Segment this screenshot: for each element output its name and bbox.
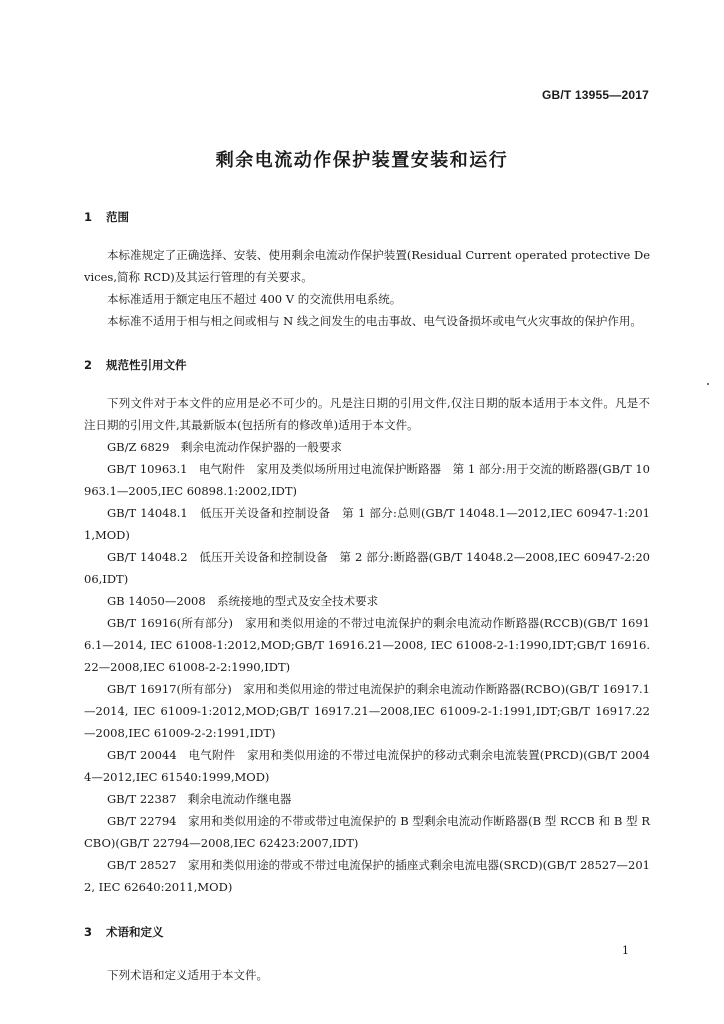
scope-paragraph: 本标准适用于额定电压不超过 400 V 的交流供用电系统。 bbox=[107, 292, 402, 306]
reference-item: GB/T 22794 家用和类似用途的不带或带过电流保护的 B 型剩余电流动作断路器(B 型 RCCB 和 B 型 RCBO)(GB/T 22794—2008,IEC 62423:2007,IDT) bbox=[84, 814, 650, 850]
reference-item: GB/T 14048.1 低压开关设备和控制设备 第 1 部分:总则(GB/T 14048.1—2012,IEC 60947-1:2011,MOD) bbox=[84, 506, 650, 542]
reference-item: GB/Z 6829 剩余电流动作保护器的一般要求 bbox=[107, 440, 342, 454]
reference-item: GB/T 28527 家用和类似用途的带或不带过电流保护的插座式剩余电流电器(SRCD)(GB/T 28527—2012, IEC 62640:2011,MOD) bbox=[84, 858, 650, 894]
references-intro: 下列文件对于本文件的应用是必不可少的。凡是注日期的引用文件,仅注日期的版本适用于本文件。凡是不注日期的引用文件,其最新版本(包括所有的修改单)适用于本文件。 bbox=[84, 396, 650, 432]
section-2-heading bbox=[84, 354, 650, 376]
section-number: 2 bbox=[84, 358, 93, 372]
standard-id: GB/T 13955—2017 bbox=[541, 88, 649, 102]
reference-item: GB/T 22387 剩余电流动作继电器 bbox=[107, 792, 292, 806]
reference-item: GB/T 20044 电气附件 家用和类似用途的不带过电流保护的移动式剩余电流装置(PRCD)(GB/T 20044—2012,IEC 61540:1999,MOD) bbox=[84, 748, 650, 784]
document-title: 剩余电流动作保护装置安装和运行 bbox=[215, 150, 509, 171]
scan-speck bbox=[707, 383, 709, 385]
reference-item: GB/T 10963.1 电气附件 家用及类似场所用过电流保护断路器 第 1 部分:用于交流的断路器(GB/T 10963.1—2005,IEC 60898.1:2002,IDT) bbox=[84, 462, 650, 498]
scope-paragraph: 本标准不适用于相与相之间或相与 N 线之间发生的电击事故、电气设备损坏或电气火灾事故的保护作用。 bbox=[107, 314, 642, 328]
section-title: 范围 bbox=[106, 210, 129, 224]
terms-intro: 下列术语和定义适用于本文件。 bbox=[107, 968, 268, 982]
section-title: 术语和定义 bbox=[106, 925, 164, 939]
page-number: 1 bbox=[622, 944, 629, 957]
reference-item: GB/T 16916(所有部分) 家用和类似用途的不带过电流保护的剩余电流动作断路器(RCCB)(GB/T 16916.1—2014, IEC 61008-1:2012,MOD;GB/T 16916.21—2008, IEC 61008-2-1:1990,IDT;GB/T 16916.22—2008,IEC 61008-2-2:1990,IDT) bbox=[84, 616, 650, 674]
section-number: 3 bbox=[84, 925, 93, 939]
section-number: 1 bbox=[84, 210, 93, 224]
reference-item: GB 14050—2008 系统接地的型式及安全技术要求 bbox=[107, 594, 379, 608]
scope-paragraph: 本标准规定了正确选择、安装、使用剩余电流动作保护装置(Residual Current operated protective Devices,简称 RCD)及其运行管理的有关要求。 bbox=[84, 248, 650, 284]
reference-item: GB/T 16917(所有部分) 家用和类似用途的带过电流保护的剩余电流动作断路器(RCBO)(GB/T 16917.1—2014, IEC 61009-1:2012,MOD;GB/T 16917.21—2008,IEC 61009-2-1:1991,IDT;GB/T 16917.22—2008,IEC 61009-2-2:1991,IDT) bbox=[84, 682, 650, 740]
reference-item: GB/T 14048.2 低压开关设备和控制设备 第 2 部分:断路器(GB/T 14048.2—2008,IEC 60947-2:2006,IDT) bbox=[84, 550, 650, 586]
section-1-heading bbox=[84, 206, 650, 228]
section-3-heading bbox=[84, 921, 650, 943]
document-body bbox=[84, 206, 650, 986]
section-title: 规范性引用文件 bbox=[106, 358, 187, 372]
